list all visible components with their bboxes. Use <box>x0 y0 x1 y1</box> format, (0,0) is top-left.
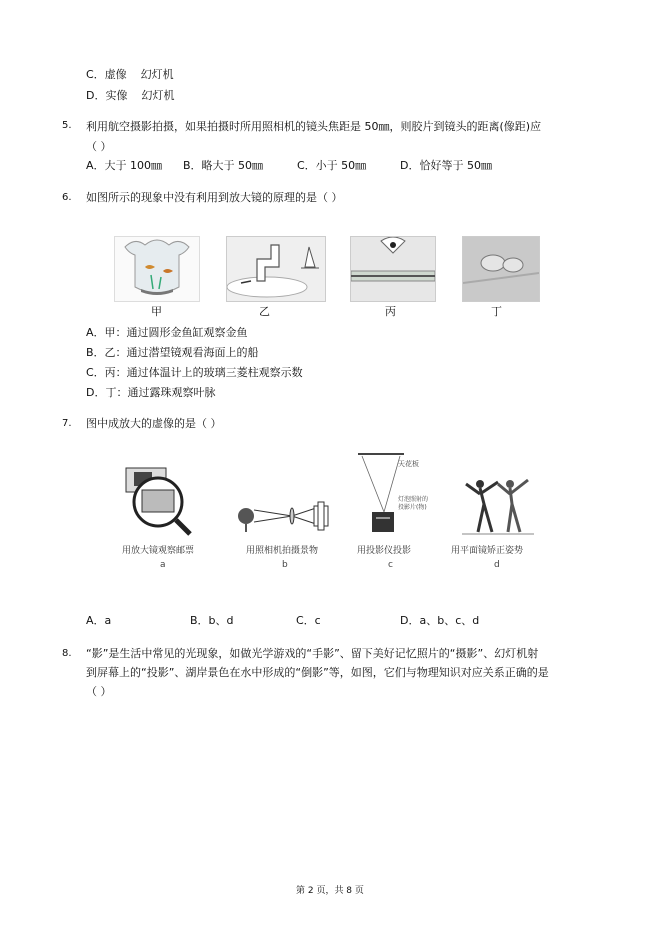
question-7-text: 图中成放大的虚像的是（ ） <box>86 417 222 430</box>
q6-option-c: C．丙：通过体温计上的玻璃三菱柱观察示数 <box>86 366 303 379</box>
fishbowl-image <box>114 236 200 302</box>
question-8-line2: 到屏幕上的“投影”、湖岸景色在水中形成的“倒影”等，如图，它们与物理知识对应关系正确的是 <box>86 666 549 679</box>
q5-option-a: A．大于 100㎜ <box>86 159 163 172</box>
option-text-a: 虚像 <box>104 68 127 81</box>
projector-image <box>354 450 434 536</box>
option-text-b: 幻灯机 <box>140 68 174 81</box>
question-5-blank: （ ） <box>86 140 112 153</box>
option-label: C． <box>86 68 105 81</box>
periscope-image <box>226 236 326 302</box>
camera-image <box>236 496 332 536</box>
figure-a-caption: 用放大镜观察邮票 <box>122 546 195 556</box>
figure-caption-ding: 丁 <box>491 305 502 318</box>
q7-option-a: A．a <box>86 614 112 627</box>
figure-b-letter: b <box>282 560 288 570</box>
figure-caption-jia: 甲 <box>151 305 162 318</box>
figure-caption-bing: 丙 <box>385 305 396 318</box>
q6-option-d: D．丁：通过露珠观察叶脉 <box>86 386 216 399</box>
q6-option-a: A．甲：通过圆形金鱼缸观察金鱼 <box>86 326 248 339</box>
option-text-b: 幻灯机 <box>141 89 175 102</box>
question-7-number: 7. <box>62 418 72 429</box>
dewdrop-image <box>462 236 540 302</box>
q6-option-b: B．乙：通过潜望镜观看海面上的船 <box>86 346 259 359</box>
question-6-text: 如图所示的现象中没有利用到放大镜的原理的是（ ） <box>86 191 343 204</box>
q5-option-d: D．恰好等于 50㎜ <box>400 159 492 172</box>
thermometer-image <box>350 236 436 302</box>
q5-option-c: C．小于 50㎜ <box>297 159 367 172</box>
question-6-number: 6. <box>62 192 72 203</box>
option-text-a: 实像 <box>105 89 128 102</box>
question-5-number: 5. <box>62 120 72 131</box>
question-8-number: 8. <box>62 648 72 659</box>
q7-option-d: D．a、b、c、d <box>400 614 480 627</box>
q5-option-b: B．略大于 50㎜ <box>183 159 264 172</box>
magnifier-stamp-image <box>118 464 198 536</box>
slide-label: 灯泡照射的投影片(物) <box>398 496 429 511</box>
figure-caption-yi: 乙 <box>259 305 270 318</box>
question-8-blank: （ ） <box>86 685 112 698</box>
q7-option-b: B．b、d <box>190 614 234 627</box>
page-footer: 第 2 页，共 8 页 <box>296 886 364 896</box>
figure-b-caption: 用照相机拍摄景物 <box>246 546 319 556</box>
question-5-text: 利用航空摄影拍摄，如果拍摄时所用照相机的镜头焦距是 50㎜，则胶片到镜头的距离(像距)应 <box>86 120 542 133</box>
q7-option-c: C．c <box>296 614 321 627</box>
option-label: D． <box>86 89 106 102</box>
figure-d-letter: d <box>494 560 500 570</box>
figure-c-caption: 用投影仪投影 <box>357 546 412 556</box>
prev-option-c <box>86 66 174 82</box>
figure-d-caption: 用平面镜矫正姿势 <box>451 546 524 556</box>
prev-option-d <box>86 87 174 103</box>
figure-c-letter: c <box>388 560 393 570</box>
mirror-dancers-image <box>458 474 538 536</box>
ceiling-label: 天花板 <box>398 460 419 468</box>
question-8-line1: “影”是生活中常见的光现象，如做光学游戏的“手影”、留下美好记忆照片的“摄影”、幻灯机射 <box>86 647 539 660</box>
figure-a-letter: a <box>160 560 166 570</box>
